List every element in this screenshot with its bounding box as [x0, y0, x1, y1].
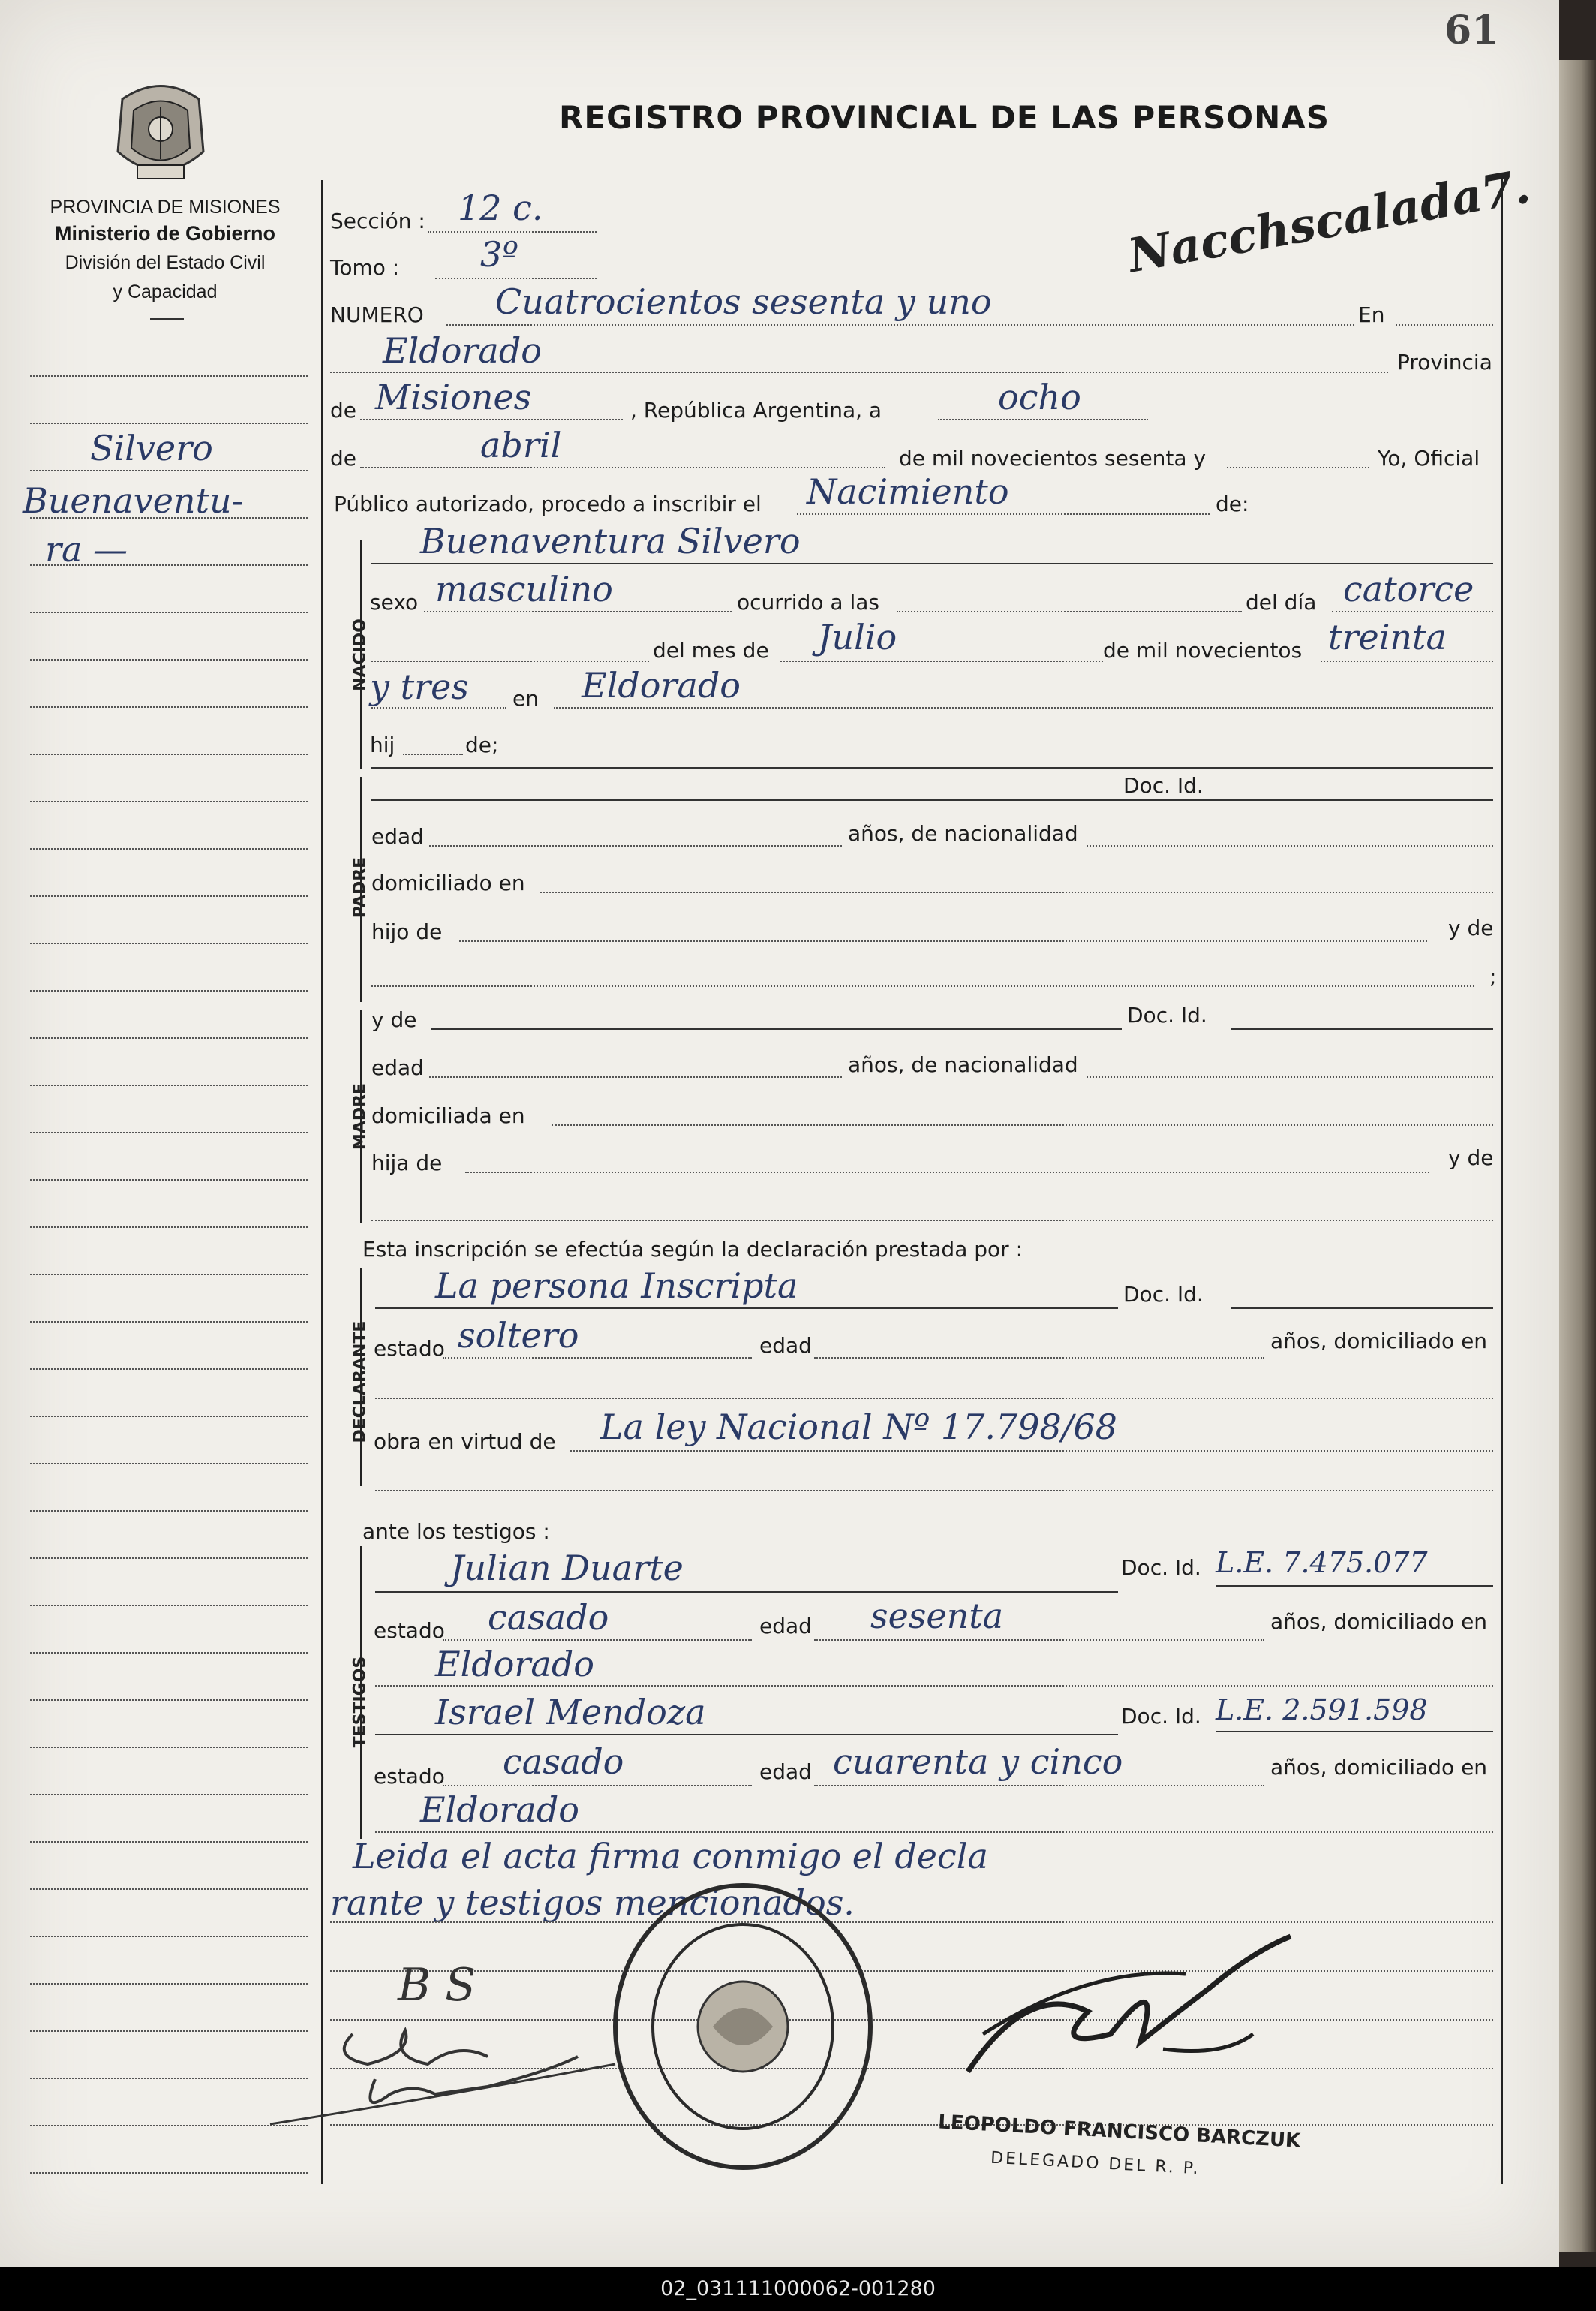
margin-rule-line [30, 1132, 308, 1133]
page-edge [1559, 60, 1596, 2252]
line-doc-madre [1231, 1028, 1493, 1030]
registrar-role: DELEGADO DEL R. P. [990, 2148, 1201, 2179]
registrar-name: LEOPOLDO FRANCISCO BARCZUK [937, 2111, 1301, 2153]
line-dom-madre [552, 1124, 1493, 1126]
line-edad-madre [429, 1076, 842, 1078]
label-edad-madre: edad [371, 1055, 424, 1080]
line-obra [570, 1450, 1493, 1452]
line-testigo2 [375, 1734, 1118, 1735]
label-estado-testigo1: estado [374, 1618, 445, 1643]
section-label-madre: MADRE [350, 1082, 370, 1151]
line-doc-declarante [1231, 1307, 1493, 1309]
value-seccion: 12 c. [458, 188, 543, 228]
label-anos-dom-testigo2: años, domiciliado en [1270, 1755, 1488, 1780]
value-estado-testigo2: casado [503, 1741, 624, 1782]
label-doc-testigo1: Doc. Id. [1121, 1555, 1201, 1580]
line-edad-testigo1 [814, 1639, 1264, 1641]
value-acto: Nacimiento [807, 471, 1009, 512]
right-border [1501, 173, 1503, 2184]
label-ocurrido: ocurrido a las [737, 590, 879, 615]
value-lugar-nac: Eldorado [582, 665, 741, 706]
label-publico: Público autorizado, procedo a inscribir el [334, 492, 762, 516]
value-declarante: La persona Inscripta [435, 1265, 798, 1306]
value-dom-testigo1: Eldorado [435, 1644, 594, 1684]
margin-rule-line [30, 706, 308, 708]
label-anos-dom-testigo1: años, domiciliado en [1270, 1609, 1488, 1634]
closing-line-2: rante y testigos mencionados. [330, 1882, 855, 1923]
line-provincia [360, 419, 623, 420]
label-edad-testigo1: edad [759, 1614, 812, 1638]
label-de-mes: de [330, 446, 356, 471]
label-de-provincia: de [330, 398, 356, 423]
declarant-signature [263, 2012, 653, 2169]
header-ministry: Ministerio de Gobierno [54, 222, 276, 245]
margin-rule-line [30, 1605, 308, 1606]
label-edad-testigo2: edad [759, 1759, 812, 1784]
value-testigo1-doc: L.E. 7.475.077 [1216, 1546, 1428, 1579]
margin-rule-line [30, 1747, 308, 1748]
line-blank [371, 661, 649, 662]
line-dom-testigo1 [375, 1685, 1493, 1687]
margin-rule-line [30, 1274, 308, 1275]
line-padre-nombre [371, 799, 1493, 801]
value-estado-declarante: soltero [458, 1315, 579, 1356]
line-hijo-de [459, 940, 1427, 942]
margin-rule-line [30, 1699, 308, 1701]
margin-rule-line [30, 470, 308, 471]
section-label-padre: PADRE [350, 856, 370, 919]
provincial-emblem [107, 77, 214, 188]
margin-rule-line [30, 754, 308, 755]
closing-line-1: Leida el acta firma conmigo el decla [353, 1836, 988, 1876]
line-dia-nac [1332, 611, 1493, 612]
page-number: 61 [1444, 8, 1499, 53]
line-madre-nombre [431, 1028, 1122, 1030]
label-numero: NUMERO [330, 302, 424, 327]
label-republica: , República Argentina, a [630, 398, 882, 423]
left-column-border [321, 180, 323, 2184]
label-provincia: Provincia [1397, 350, 1492, 375]
margin-rule-line [30, 1841, 308, 1843]
nacido-bottom [371, 767, 1493, 769]
label-doc-padre: Doc. Id. [1123, 773, 1204, 798]
margin-rule-line [30, 1888, 308, 1890]
value-edad-testigo1: sesenta [870, 1596, 1004, 1636]
margin-name-line3: ra — [45, 529, 128, 570]
line-dia [938, 419, 1148, 420]
line-estado-testigo2 [443, 1785, 752, 1786]
margin-rule-line [30, 375, 308, 377]
initials: B S [398, 1959, 476, 2012]
margin-rule-line [30, 1652, 308, 1654]
value-obra: La ley Nacional Nº 17.798/68 [600, 1407, 1117, 1447]
label-doc-madre: Doc. Id. [1127, 1003, 1207, 1028]
label-obra: obra en virtud de [374, 1429, 556, 1454]
line-anio [1227, 467, 1369, 468]
value-dia-nac: catorce [1343, 569, 1474, 609]
value-dia: ocho [998, 377, 1081, 417]
label-anos-dom-declarante: años, domiciliado en [1270, 1329, 1488, 1353]
line-anio-nac [1321, 661, 1493, 662]
line-obra-extra [375, 1490, 1493, 1491]
line-nac-madre [1087, 1076, 1493, 1078]
label-hij: hij [370, 733, 395, 757]
label-dom-madre: domiciliada en [371, 1103, 525, 1128]
label-hija-de: hija de [371, 1151, 443, 1175]
label-del-mes: del mes de [653, 638, 769, 663]
margin-rule-line [30, 801, 308, 802]
margin-stamp: Nacchscalada7. [1123, 158, 1534, 284]
margin-rule-line [30, 1085, 308, 1086]
label-nac-madre: años, de nacionalidad [848, 1052, 1078, 1077]
margin-rule-line [30, 1794, 308, 1795]
line-dom-testigo2 [375, 1831, 1493, 1833]
margin-rule-line [30, 1321, 308, 1323]
footer-id: 02_031111000062-001280 [660, 2277, 936, 2300]
value-mes-nac: Julio [818, 617, 897, 657]
line-mes [360, 467, 885, 468]
value-tomo: 3º [480, 234, 518, 275]
line-anio-nac-2 [371, 707, 506, 709]
label-semicolon: ; [1489, 964, 1497, 989]
label-esta-inscripcion: Esta inscripción se efectúa según la declaración prestada por : [362, 1237, 1023, 1262]
label-estado-declarante: estado [374, 1336, 445, 1361]
line-doc-testigo2 [1216, 1731, 1493, 1732]
line-acto [797, 513, 1210, 515]
line-padre-extra [371, 985, 1474, 987]
label-de-colon: de: [1216, 492, 1249, 516]
label-de-mil: de mil novecientos sesenta y [899, 446, 1207, 471]
line-dom-padre [540, 892, 1493, 893]
value-mes: abril [480, 425, 562, 465]
line-seccion [428, 231, 597, 233]
label-dom-padre: domiciliado en [371, 871, 525, 895]
header-divider [150, 318, 184, 320]
label-tomo: Tomo : [330, 255, 400, 280]
margin-rule-line [30, 895, 308, 897]
value-nombre: Buenaventura Silvero [420, 521, 801, 561]
margin-rule-line [30, 1179, 308, 1181]
section-label-nacido: NACIDO [350, 618, 370, 691]
line-doc-testigo1 [1216, 1585, 1493, 1587]
section-label-declarante: DECLARANTE [350, 1320, 370, 1443]
label-hijo-de: hijo de [371, 919, 443, 944]
line-nac-padre [1087, 845, 1493, 847]
margin-rule-line [30, 659, 308, 661]
label-edad-declarante: edad [759, 1333, 812, 1358]
margin-rule-line [30, 423, 308, 424]
margin-rule-line [30, 1368, 308, 1370]
value-numero: Cuatrocientos sesenta y uno [495, 281, 992, 322]
value-testigo2-doc: L.E. 2.591.598 [1216, 1693, 1428, 1726]
margin-rule-line [30, 2172, 308, 2174]
header-division: División del Estado Civil [65, 252, 266, 273]
value-testigo1-nombre: Julian Duarte [450, 1548, 684, 1588]
margin-rule-line [30, 1936, 308, 1937]
line-numero [446, 324, 1354, 326]
line-hora [897, 611, 1242, 612]
label-del-dia: del día [1246, 590, 1317, 615]
margin-rule-line [30, 1416, 308, 1417]
value-testigo2-nombre: Israel Mendoza [435, 1692, 706, 1732]
line-declarante [375, 1307, 1118, 1309]
label-sexo: sexo [370, 590, 419, 615]
margin-rule-line [30, 943, 308, 944]
header-province: PROVINCIA DE MISIONES [50, 197, 281, 218]
line-dom-declarante [375, 1398, 1493, 1399]
margin-rule-line [30, 1226, 308, 1228]
value-edad-testigo2: cuarenta y cinco [833, 1741, 1123, 1782]
section-label-testigos: TESTIGOS [350, 1656, 370, 1748]
line-estado-declarante [443, 1357, 752, 1359]
value-lugar: Eldorado [383, 330, 542, 371]
line-hij [403, 754, 463, 755]
line-mes-nac [780, 661, 1103, 662]
label-ante-testigos: ante los testigos : [362, 1519, 550, 1544]
label-nac-padre: años, de nacionalidad [848, 821, 1078, 846]
margin-name-line1: Silvero [90, 428, 213, 468]
label-y-de-padre: y de [1448, 916, 1494, 940]
margin-rule-line [30, 1557, 308, 1559]
line-lugar-nac [554, 707, 1493, 709]
registrar-signature [938, 1921, 1358, 2094]
header-capacity: y Capacidad [113, 281, 218, 302]
line-edad-padre [429, 845, 842, 847]
page-title: REGISTRO PROVINCIAL DE LAS PERSONAS [559, 99, 1330, 136]
margin-rule-line [30, 990, 308, 992]
line-madre-extra [371, 1220, 1493, 1221]
line-nombre [371, 563, 1493, 564]
official-seal [600, 1876, 885, 2177]
value-provincia: Misiones [375, 377, 532, 417]
line-tomo [435, 278, 597, 279]
margin-rule-line [30, 1510, 308, 1512]
line-edad-testigo2 [814, 1785, 1264, 1786]
label-de-mil-nac: de mil novecientos [1103, 638, 1303, 663]
value-sexo: masculino [435, 569, 613, 609]
margin-rule-line [30, 1037, 308, 1039]
label-de-hij: de; [465, 733, 499, 757]
label-edad-padre: edad [371, 824, 424, 849]
margin-name-line2: Buenaventu- [23, 480, 244, 521]
line-sexo [424, 611, 732, 612]
label-y-de-madre2: y de [1448, 1145, 1494, 1170]
line-hija-de [465, 1172, 1429, 1173]
label-yo-oficial: Yo, Oficial [1378, 446, 1480, 471]
label-en-nac: en [512, 686, 539, 711]
label-y-de-madre: y de [371, 1007, 417, 1032]
value-anio-nac-2: y tres [370, 667, 469, 707]
margin-rule-line [30, 1983, 308, 1985]
label-seccion: Sección : [330, 209, 425, 233]
value-estado-testigo1: casado [488, 1597, 609, 1638]
line-estado-testigo1 [443, 1639, 752, 1641]
margin-rule-line [30, 1463, 308, 1464]
line-lugar [330, 372, 1388, 373]
margin-rule-line [30, 848, 308, 850]
line-edad-declarante [814, 1357, 1264, 1359]
label-doc-declarante: Doc. Id. [1123, 1282, 1204, 1307]
label-en: En [1358, 302, 1385, 327]
line-testigo1 [375, 1591, 1118, 1593]
label-doc-testigo2: Doc. Id. [1121, 1704, 1201, 1729]
line-en [1396, 324, 1493, 326]
value-anio-nac-1: treinta [1328, 617, 1447, 657]
label-estado-testigo2: estado [374, 1764, 445, 1789]
value-dom-testigo2: Eldorado [420, 1789, 579, 1830]
margin-rule-line [30, 612, 308, 613]
